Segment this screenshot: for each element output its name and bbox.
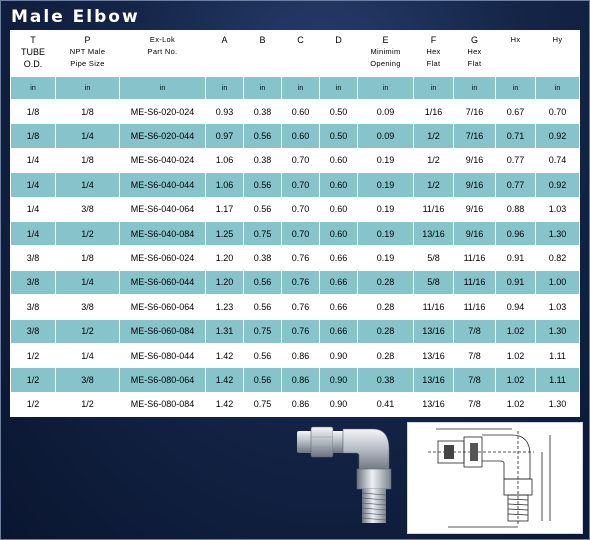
table-cell: 0.82 [536, 246, 580, 270]
unit-cell: in [496, 77, 536, 100]
column-header [536, 31, 580, 77]
table-cell: 0.56 [244, 270, 282, 294]
table-cell: 0.56 [244, 368, 282, 392]
table-row [11, 246, 580, 270]
table-cell: 0.60 [282, 100, 320, 124]
column-header [496, 31, 536, 77]
table-cell: 0.66 [320, 319, 358, 343]
table-cell: 1.30 [536, 319, 580, 343]
column-header [414, 31, 454, 77]
column-header [454, 31, 496, 77]
table-cell: 1/8 [56, 100, 120, 124]
table-cell: 1/4 [56, 173, 120, 197]
table-cell: 7/8 [454, 392, 496, 416]
table-cell: 13/16 [414, 319, 454, 343]
header-line: B [259, 35, 266, 45]
table-cell: 1/2 [414, 148, 454, 172]
table-cell: 1/2 [11, 368, 56, 392]
header-line: P [84, 35, 91, 45]
unit-cell: in [320, 77, 358, 100]
table-cell: 0.19 [358, 197, 414, 221]
table-cell: 0.66 [320, 246, 358, 270]
table-cell: 7/8 [454, 368, 496, 392]
table-cell: 1/8 [11, 100, 56, 124]
table-cell: 0.94 [496, 295, 536, 319]
table-cell: 0.19 [358, 221, 414, 245]
table-cell: 0.56 [244, 295, 282, 319]
table-row [11, 270, 580, 294]
table-row [11, 343, 580, 367]
table-cell: 13/16 [414, 368, 454, 392]
table-cell: 0.66 [320, 270, 358, 294]
table-row [11, 124, 580, 148]
table-cell: 0.60 [320, 173, 358, 197]
table-cell: 0.56 [244, 343, 282, 367]
table-cell: ME-S6-060-084 [120, 319, 206, 343]
table-cell: 1.20 [206, 246, 244, 270]
table-cell: 0.96 [496, 221, 536, 245]
unit-cell: in [120, 77, 206, 100]
table-cell: 1/2 [11, 392, 56, 416]
table-cell: 1.06 [206, 148, 244, 172]
table-cell: 0.86 [282, 368, 320, 392]
column-header [120, 31, 206, 77]
table-row [11, 295, 580, 319]
table-cell: 1/2 [56, 392, 120, 416]
unit-cell: in [282, 77, 320, 100]
header-line: Flat [426, 59, 441, 68]
table-cell: 11/16 [454, 295, 496, 319]
table-cell: ME-S6-060-064 [120, 295, 206, 319]
table-cell: 3/8 [56, 197, 120, 221]
table-cell: ME-S6-080-044 [120, 343, 206, 367]
table-cell: 1.31 [206, 319, 244, 343]
header-line: E [382, 35, 389, 45]
table-cell: ME-S6-040-024 [120, 148, 206, 172]
table-cell: 0.90 [320, 392, 358, 416]
table-cell: 1/8 [11, 124, 56, 148]
unit-cell: in [206, 77, 244, 100]
table-cell: 0.60 [320, 197, 358, 221]
header-line: Flat [467, 59, 482, 68]
table-cell: 11/16 [414, 295, 454, 319]
header-line: NPT Male [69, 47, 106, 56]
table-cell: 0.60 [282, 124, 320, 148]
unit-cell: in [414, 77, 454, 100]
table-cell: 3/8 [11, 319, 56, 343]
table-cell: 1.42 [206, 343, 244, 367]
table-row [11, 148, 580, 172]
table-cell: 1.17 [206, 197, 244, 221]
table-row [11, 392, 580, 416]
table-cell: 1/4 [11, 197, 56, 221]
table-cell: 0.60 [320, 221, 358, 245]
table-cell: 0.38 [244, 100, 282, 124]
table-cell: 1.42 [206, 368, 244, 392]
table-cell: 0.88 [496, 197, 536, 221]
table-cell: 1.02 [496, 319, 536, 343]
table-cell: 0.70 [282, 148, 320, 172]
table-cell: 0.75 [244, 319, 282, 343]
unit-cell: in [11, 77, 56, 100]
table-cell: 0.19 [358, 246, 414, 270]
table-cell: 3/8 [56, 295, 120, 319]
table-cell: 1.11 [536, 343, 580, 367]
table-cell: 1.03 [536, 197, 580, 221]
table-cell: 1.30 [536, 392, 580, 416]
column-header [320, 31, 358, 77]
table-cell: 0.38 [244, 148, 282, 172]
header-line: C [297, 35, 304, 45]
table-cell: 1/4 [56, 124, 120, 148]
table-cell: 13/16 [414, 221, 454, 245]
table-cell: 0.09 [358, 100, 414, 124]
table-row [11, 221, 580, 245]
table-cell: 0.66 [320, 295, 358, 319]
header-line: Hex [467, 47, 482, 56]
table-cell: 1/2 [56, 319, 120, 343]
table-cell: 0.91 [496, 246, 536, 270]
table-cell: 0.56 [244, 173, 282, 197]
table-cell: 0.50 [320, 100, 358, 124]
table-cell: 0.70 [282, 221, 320, 245]
table-cell: 0.76 [282, 319, 320, 343]
table-cell: 0.09 [358, 124, 414, 148]
table-row [11, 368, 580, 392]
unit-cell: in [244, 77, 282, 100]
table-cell: 0.28 [358, 270, 414, 294]
table-cell: ME-S6-040-084 [120, 221, 206, 245]
table-cell: 0.93 [206, 100, 244, 124]
table-cell: 11/16 [414, 197, 454, 221]
table-cell: 0.67 [496, 100, 536, 124]
table-cell: 0.91 [496, 270, 536, 294]
table-cell: 1/4 [11, 173, 56, 197]
table-row [11, 173, 580, 197]
table-cell: 1/4 [11, 148, 56, 172]
table-cell: 1.11 [536, 368, 580, 392]
header-line: TUBE [20, 47, 45, 57]
header-row [11, 31, 580, 77]
header-line: Hex [426, 47, 441, 56]
column-header [358, 31, 414, 77]
unit-cell: in [358, 77, 414, 100]
table-cell: 0.70 [282, 197, 320, 221]
header-line: Ex-Lok [149, 35, 176, 44]
table-cell: 13/16 [414, 343, 454, 367]
unit-cell: in [56, 77, 120, 100]
table-cell: 1/16 [414, 100, 454, 124]
table-cell: 9/16 [454, 221, 496, 245]
table-cell: 0.74 [536, 148, 580, 172]
table-cell: 0.56 [244, 197, 282, 221]
table-cell: 7/16 [454, 124, 496, 148]
table-cell: 0.92 [536, 124, 580, 148]
table-cell: 1.25 [206, 221, 244, 245]
table-cell: 1.30 [536, 221, 580, 245]
table-cell: 0.41 [358, 392, 414, 416]
table-cell: 7/8 [454, 319, 496, 343]
table-cell: 0.92 [536, 173, 580, 197]
table-cell: 0.70 [536, 100, 580, 124]
table-cell: 0.28 [358, 295, 414, 319]
table-cell: 0.75 [244, 221, 282, 245]
table-cell: 1/4 [56, 270, 120, 294]
spec-table [10, 30, 580, 417]
table-row [11, 197, 580, 221]
table-cell: 5/8 [414, 270, 454, 294]
table-cell: ME-S6-080-064 [120, 368, 206, 392]
table-cell: 1.02 [496, 392, 536, 416]
table-cell: ME-S6-040-044 [120, 173, 206, 197]
table-cell: 0.77 [496, 148, 536, 172]
table-cell: 0.76 [282, 270, 320, 294]
table-cell: 0.28 [358, 319, 414, 343]
table-cell: 0.97 [206, 124, 244, 148]
table-cell: 9/16 [454, 197, 496, 221]
table-cell: 11/16 [454, 270, 496, 294]
table-cell: 1.20 [206, 270, 244, 294]
table-cell: 1/4 [11, 221, 56, 245]
header-line: Pipe Size [70, 59, 105, 68]
header-line: Part No. [147, 47, 178, 56]
table-cell: 1.00 [536, 270, 580, 294]
table-cell: ME-S6-080-084 [120, 392, 206, 416]
table-cell: 1.03 [536, 295, 580, 319]
table-row [11, 100, 580, 124]
table-cell: 7/16 [454, 100, 496, 124]
table-cell: 13/16 [414, 392, 454, 416]
table-cell: 5/8 [414, 246, 454, 270]
table-cell: 1/8 [56, 148, 120, 172]
table-cell: 0.86 [282, 343, 320, 367]
units-row [11, 77, 580, 100]
header-line: Minimim [370, 47, 401, 56]
table-cell: ME-S6-020-044 [120, 124, 206, 148]
column-header [244, 31, 282, 77]
table-cell: 3/8 [56, 368, 120, 392]
table-cell: 0.38 [244, 246, 282, 270]
table-cell: 0.77 [496, 173, 536, 197]
table-cell: 1.02 [496, 343, 536, 367]
table-cell: 7/8 [454, 343, 496, 367]
header-line: Hy [552, 35, 563, 44]
header-line: G [470, 35, 478, 45]
table-cell: 9/16 [454, 148, 496, 172]
unit-cell: in [454, 77, 496, 100]
column-header [11, 31, 56, 77]
table-cell: 0.90 [320, 368, 358, 392]
column-header [282, 31, 320, 77]
header-line: A [221, 35, 228, 45]
header-line: F [430, 35, 437, 45]
unit-cell: in [536, 77, 580, 100]
table-cell: 1/2 [56, 221, 120, 245]
table-cell: 0.19 [358, 148, 414, 172]
table-cell: ME-S6-060-044 [120, 270, 206, 294]
header-line: T [30, 35, 36, 45]
table-cell: 0.56 [244, 124, 282, 148]
header-line: Opening [370, 59, 401, 68]
male-elbow-dimension-drawing [407, 422, 583, 534]
table-cell: 1.23 [206, 295, 244, 319]
table-cell: 0.60 [320, 148, 358, 172]
table-cell: 0.28 [358, 343, 414, 367]
table-cell: 0.19 [358, 173, 414, 197]
table-cell: 1/8 [56, 246, 120, 270]
header-line: O.D. [23, 59, 43, 69]
table-cell: 11/16 [454, 246, 496, 270]
table-cell: 1.42 [206, 392, 244, 416]
header-line: D [335, 35, 342, 45]
table-cell: 0.50 [320, 124, 358, 148]
table-cell: 1/4 [56, 343, 120, 367]
table-cell: 3/8 [11, 246, 56, 270]
table-cell: 0.38 [358, 368, 414, 392]
table-cell: 0.86 [282, 392, 320, 416]
table-cell: ME-S6-060-024 [120, 246, 206, 270]
table-row [11, 319, 580, 343]
table-cell: 0.75 [244, 392, 282, 416]
table-cell: 0.76 [282, 295, 320, 319]
table-cell: ME-S6-040-064 [120, 197, 206, 221]
male-elbow-photo [293, 419, 403, 531]
table-cell: 3/8 [11, 270, 56, 294]
table-cell: 0.70 [282, 173, 320, 197]
table-cell: 3/8 [11, 295, 56, 319]
table-cell: 9/16 [454, 173, 496, 197]
table-cell: 0.90 [320, 343, 358, 367]
header-line: Hx [510, 35, 521, 44]
table-cell: 1.02 [496, 368, 536, 392]
table-cell: 1.06 [206, 173, 244, 197]
table-cell: 0.71 [496, 124, 536, 148]
table-cell: ME-S6-020-024 [120, 100, 206, 124]
table-cell: 1/2 [414, 173, 454, 197]
table-cell: 0.76 [282, 246, 320, 270]
column-header [56, 31, 120, 77]
table-cell: 1/2 [11, 343, 56, 367]
column-header [206, 31, 244, 77]
table-cell: 1/2 [414, 124, 454, 148]
page-title: Male Elbow [11, 7, 140, 27]
